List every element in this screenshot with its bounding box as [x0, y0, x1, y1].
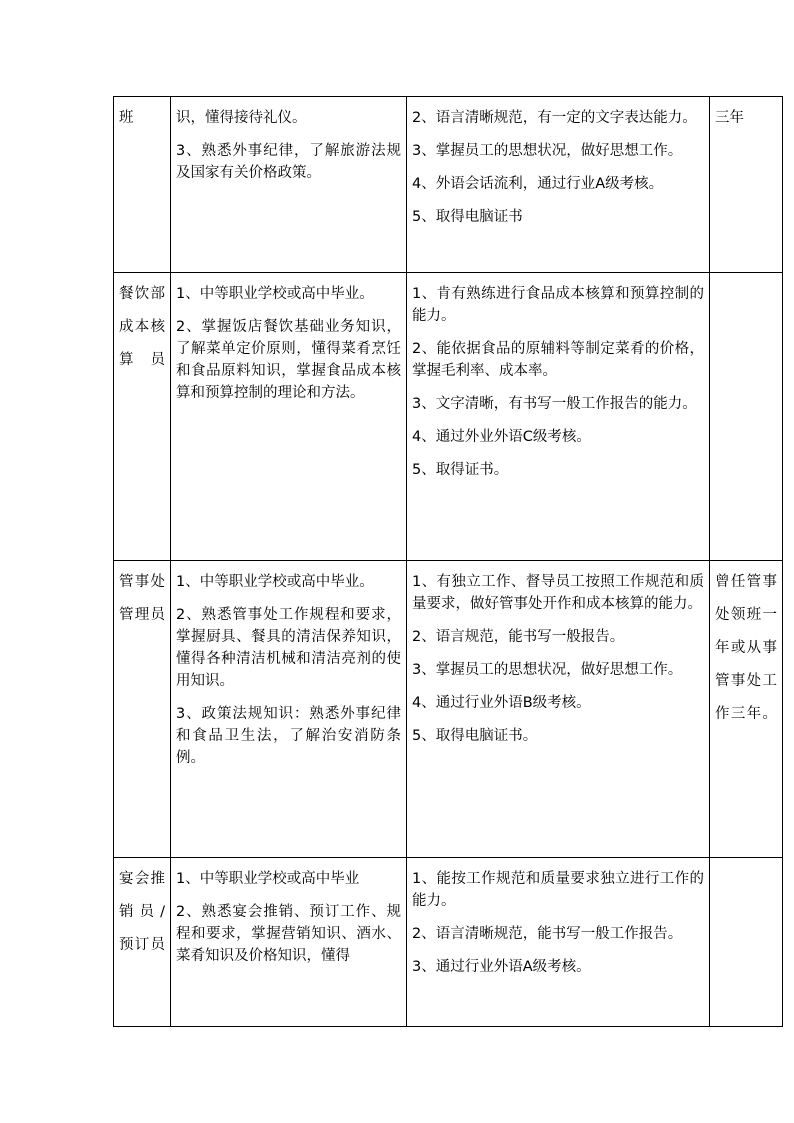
job-requirements-sheet: [113, 96, 782, 1027]
ability-item: 1、肯有熟练进行食品成本核算和预算控制的能力。: [412, 286, 704, 324]
position-title: 餐饮部成本核算员: [119, 286, 165, 368]
position-cell: [114, 561, 171, 858]
ability-item: 2、语言规范，能书写一般报告。: [412, 629, 625, 645]
education-cell: [171, 561, 407, 858]
position-title: 管事处管理员: [119, 574, 165, 623]
ability-item: 4、外语会话流利，通过行业A级考核。: [412, 176, 664, 192]
ability-item: 3、掌握员工的思想状况，做好思想工作。: [412, 662, 683, 678]
position-title: 班: [119, 110, 134, 126]
experience-cell: [710, 561, 783, 858]
table-row: [114, 561, 783, 858]
table-row: [114, 273, 783, 561]
education-item: 1、中等职业学校或高中毕业。: [176, 286, 374, 302]
position-title: 宴会推销员/预订员: [119, 871, 165, 953]
education-item: 3、政策法规知识：熟悉外事纪律和食品卫生法，了解治安消防条例。: [176, 706, 401, 766]
experience-cell: [710, 273, 783, 561]
ability-item: 5、取得电脑证书: [412, 209, 523, 225]
education-item: 1、中等职业学校或高中毕业: [176, 871, 360, 887]
education-item: 识，懂得接待礼仪。: [176, 110, 307, 126]
table-row: [114, 97, 783, 273]
education-item: 2、掌握饭店餐饮基础业务知识，了解菜单定价原则，懂得菜肴烹饪和食品原料知识，掌握食品成本核算和预算控制的理论和方法。: [176, 319, 401, 401]
ability-item: 5、取得证书。: [412, 462, 509, 478]
education-cell: [171, 273, 407, 561]
education-cell: [171, 97, 407, 273]
experience-text: 三年: [715, 110, 744, 126]
ability-item: 4、通过行业外语B级考核。: [412, 695, 591, 711]
table-row: [114, 858, 783, 1027]
experience-text: 曾任管事处领班一年或从事管事处工作三年。: [715, 574, 777, 722]
education-item: 2、熟悉宴会推销、预订工作、规程和要求，掌握营销知识、酒水、菜肴知识及价格知识，懂得: [176, 904, 401, 964]
experience-cell: [710, 97, 783, 273]
ability-item: 2、能依据食品的原辅料等制定菜肴的价格，掌握毛利率、成本率。: [412, 341, 704, 379]
ability-item: 1、能按工作规范和质量要求独立进行工作的能力。: [412, 871, 704, 909]
position-cell: [114, 97, 171, 273]
education-item: 2、熟悉管事处工作规程和要求，掌握厨具、餐具的清洁保养知识，懂得各种清洁机械和清洁亮剂的使用知识。: [176, 607, 401, 689]
ability-item: 2、语言清晰规范，有一定的文字表达能力。: [412, 110, 697, 126]
experience-cell: [710, 858, 783, 1027]
education-item: 3、熟悉外事纪律，了解旅游法规及国家有关价格政策。: [176, 143, 401, 181]
job-requirements-table: [113, 96, 783, 1027]
ability-item: 3、通过行业外语A级考核。: [412, 959, 591, 975]
ability-item: 4、通过外业外语C级考核。: [412, 429, 591, 445]
ability-item: 3、文字清晰，有书写一般工作报告的能力。: [412, 396, 697, 412]
ability-item: 3、掌握员工的思想状况，做好思想工作。: [412, 143, 683, 159]
abilities-cell: [407, 858, 710, 1027]
position-cell: [114, 858, 171, 1027]
education-cell: [171, 858, 407, 1027]
education-item: 1、中等职业学校或高中毕业。: [176, 574, 374, 590]
abilities-cell: [407, 561, 710, 858]
ability-item: 1、有独立工作、督导员工按照工作规范和质量要求，做好管事处开作和成本核算的能力。: [412, 574, 704, 612]
abilities-cell: [407, 273, 710, 561]
ability-item: 5、取得电脑证书。: [412, 728, 538, 744]
position-cell: [114, 273, 171, 561]
ability-item: 2、语言清晰规范，能书写一般工作报告。: [412, 926, 683, 942]
abilities-cell: [407, 97, 710, 273]
